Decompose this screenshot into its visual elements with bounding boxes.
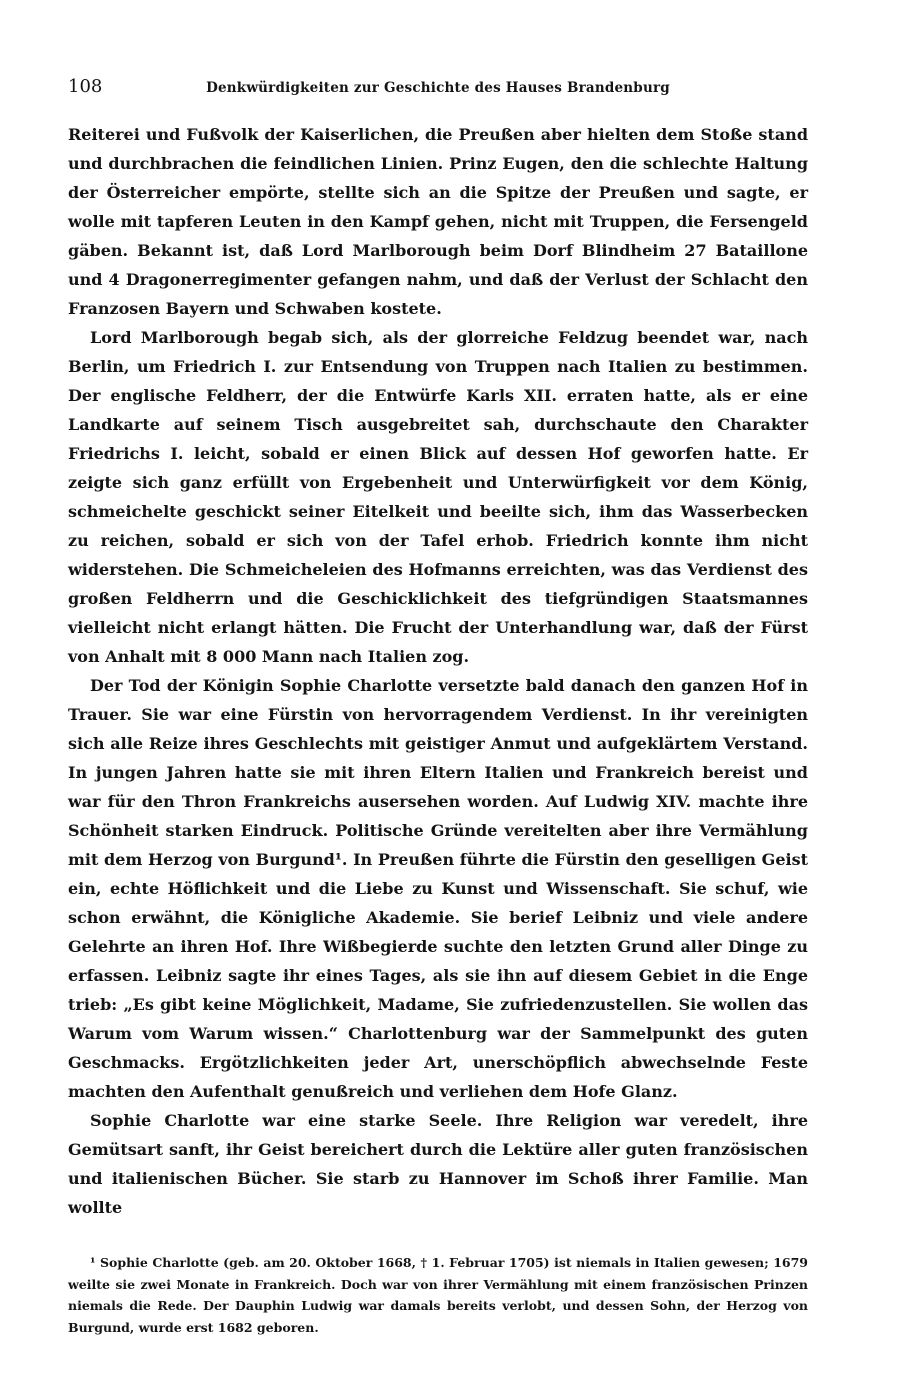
body-text <box>68 120 808 1222</box>
paragraph: Lord Marlborough begab sich, als der glorreiche Feldzug beendet war, nach Berlin, um Friedrich I. zur Entsendung von Truppen nach Italien zu bestimmen. Der englische Feldherr, der die Entwürfe Karls XII. erraten hatte, als er eine Landkarte auf seinem Tisch ausgebreitet sah, durchschaute den Charakter Friedrichs I. leicht, sobald er einen Blick auf dessen Hof geworfen hatte. Er zeigte sich ganz erfüllt von Ergebenheit und Unterwürfigkeit vor dem König, schmeichelte geschickt seiner Eitelkeit und beeilte sich, ihm das Wasserbecken zu reichen, sobald er sich von der Tafel erhob. Friedrich konnte ihm nicht widerstehen. Die Schmeicheleien des Hofmanns erreichten, was das Verdienst des großen Feldherrn und die Geschicklichkeit des tiefgründigen Staatsmannes vielleicht nicht erlangt hätten. Die Frucht der Unterhandlung war, daß der Fürst von Anhalt mit 8 000 Mann nach Italien zog. <box>68 328 808 666</box>
running-title: Denkwürdigkeiten zur Geschichte des Hauses Brandenburg <box>206 80 670 96</box>
paragraph: Reiterei und Fußvolk der Kaiserlichen, die Preußen aber hielten dem Stoße stand und durchbrachen die feindlichen Linien. Prinz Eugen, den die schlechte Haltung der Österreicher empörte, stellte sich an die Spitze der Preußen und sagte, er wolle mit tapferen Leuten in den Kampf gehen, nicht mit Truppen, die Fersengeld gäben. Bekannt ist, daß Lord Marlborough beim Dorf Blindheim 27 Bataillone und 4 Dragonerregimenter gefangen nahm, und daß der Verlust der Schlacht den Franzosen Bayern und Schwaben kostete. <box>68 125 808 318</box>
footnotes <box>68 1252 808 1338</box>
running-head <box>68 76 808 116</box>
page-number: 108 <box>68 76 103 97</box>
paragraph: Der Tod der Königin Sophie Charlotte versetzte bald danach den ganzen Hof in Trauer. Sie war eine Fürstin von hervorragendem Verdienst. In ihr vereinigten sich alle Reize ihres Geschlechts mit geistiger Anmut und aufgeklärtem Verstand. In jungen Jahren hatte sie mit ihren Eltern Italien und Frankreich bereist und war für den Thron Frankreichs ausersehen worden. Auf Ludwig XIV. machte ihre Schönheit starken Eindruck. Politische Gründe vereitelten aber ihre Vermählung mit dem Herzog von Burgund¹. In Preußen führte die Fürstin den geselligen Geist ein, echte Höflichkeit und die Liebe zu Kunst und Wissenschaft. Sie schuf, wie schon erwähnt, die Königliche Akademie. Sie berief Leibniz und viele andere Gelehrte an ihren Hof. Ihre Wißbegierde suchte den letzten Grund aller Dinge zu erfassen. Leibniz sagte ihr eines Tages, als sie ihn auf diesem Gebiet in die Enge trieb: „Es gibt keine Möglichkeit, Madame, Sie zufriedenzustellen. Sie wollen das Warum vom Warum wissen.“ Charlottenburg war der Sammelpunkt des guten Geschmacks. Ergötzlichkeiten jeder Art, unerschöpflich abwechselnde Feste machten den Aufenthalt genußreich und verliehen dem Hofe Glanz. <box>68 676 808 1101</box>
footnote: ¹ Sophie Charlotte (geb. am 20. Oktober 1668, † 1. Februar 1705) ist niemals in Italien gewesen; 1679 weilte sie zwei Monate in Frankreich. Doch war von ihrer Vermählung mit einem französischen Prinzen niemals die Rede. Der Dauphin Ludwig war damals bereits verlobt, und dessen Sohn, der Herzog von Burgund, wurde erst 1682 geboren. <box>68 1255 808 1335</box>
book-page <box>68 76 808 1338</box>
paragraph: Sophie Charlotte war eine starke Seele. Ihre Religion war veredelt, ihre Gemütsart sanft, ihr Geist bereichert durch die Lektüre aller guten französischen und italienischen Bücher. Sie starb zu Hannover im Schoß ihrer Familie. Man wollte <box>68 1111 808 1217</box>
